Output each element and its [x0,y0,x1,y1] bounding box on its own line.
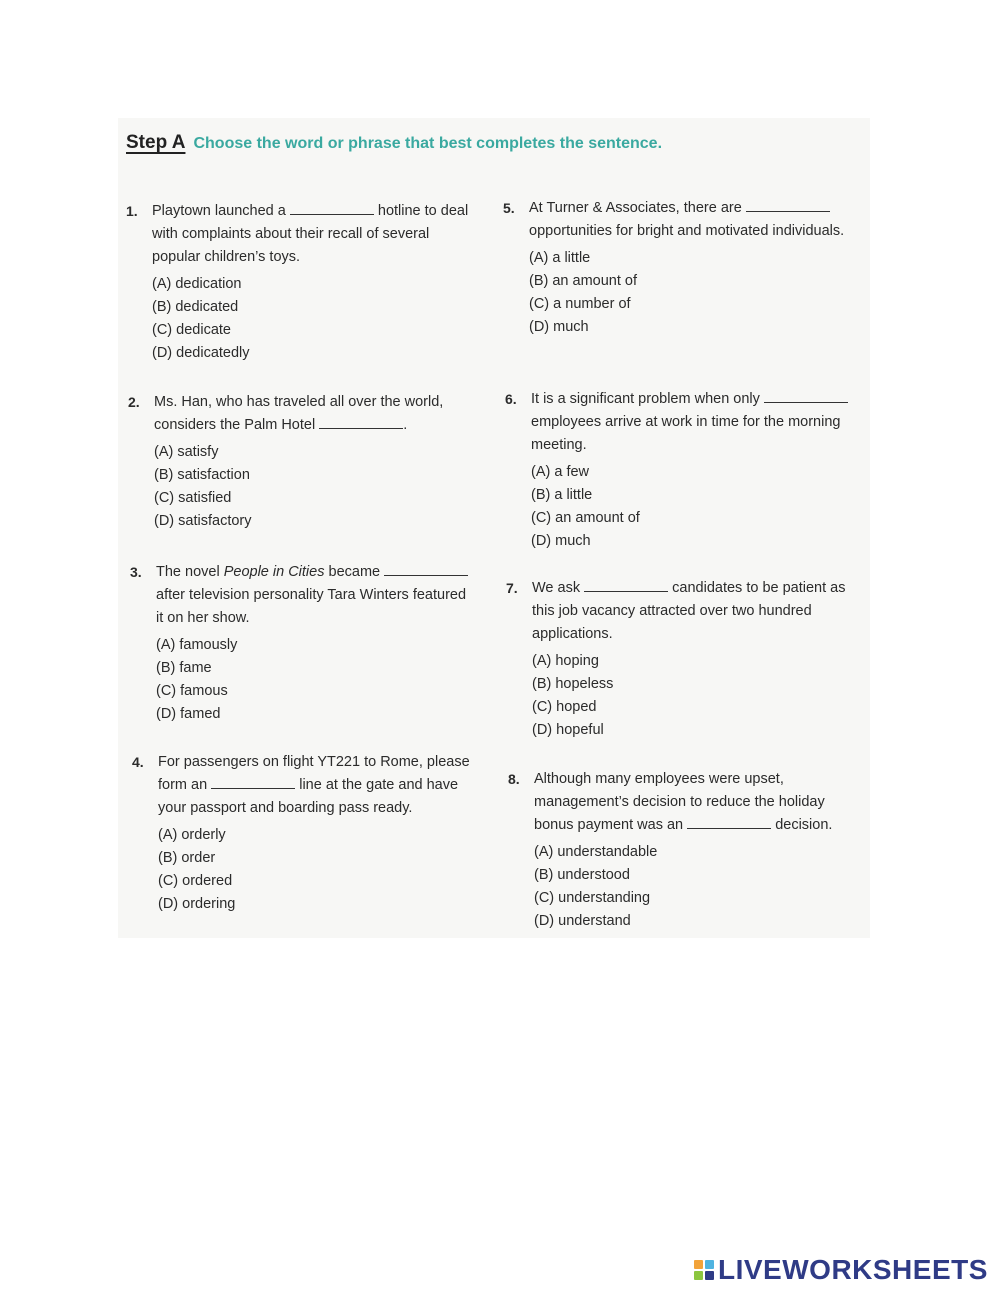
option-a[interactable]: (A) a few [531,464,590,480]
answer-blank[interactable] [384,563,468,576]
question-text: Playtown launched a hotline to deal with complaints about their recall of several popular children’s toys. [152,203,469,265]
option-d[interactable]: (D) dedicatedly [152,345,250,361]
question-6 [505,388,850,553]
question-text: We ask candidates to be patient as this job vacancy attracted over two hundred applications. [532,580,846,642]
options-list [529,247,848,339]
option-a[interactable]: (A) hoping [532,653,599,669]
question-number: 2. [128,394,140,410]
question-number: 8. [508,771,520,787]
question-text: The novel People in Cities became after television personality Tara Winters featured it on her show. [156,561,475,630]
option-c[interactable]: (C) famous [156,683,228,699]
question-text: At Turner & Associates, there are opportunities for bright and motivated individuals. [529,200,845,239]
option-a[interactable]: (A) famously [156,637,238,653]
option-b[interactable]: (B) satisfaction [154,467,250,483]
question-3 [130,561,475,726]
option-d[interactable]: (D) satisfactory [154,513,252,529]
question-2 [128,391,473,533]
question-1 [126,200,471,365]
question-text: Although many employees were upset, management’s decision to reduce the holiday bonus payment was an decision. [534,771,833,833]
option-d[interactable]: (D) understand [534,913,631,929]
option-b[interactable]: (B) order [158,850,216,866]
options-list [532,650,851,742]
logo-square [694,1260,703,1269]
answer-blank[interactable] [764,390,848,403]
option-b[interactable]: (B) a little [531,487,593,503]
option-c[interactable]: (C) understanding [534,890,651,906]
options-list [152,273,471,365]
question-text: Ms. Han, who has traveled all over the world, considers the Palm Hotel . [154,394,444,433]
step-label: Step A [126,132,186,153]
options-list [158,824,477,916]
options-list [156,634,475,726]
option-d[interactable]: (D) much [531,533,591,549]
option-d[interactable]: (D) hopeful [532,722,604,738]
step-header [126,132,662,154]
liveworksheets-logo[interactable] [694,1254,988,1286]
answer-blank[interactable] [746,199,830,212]
answer-blank[interactable] [319,416,403,429]
options-list [154,441,473,533]
option-d[interactable]: (D) ordering [158,896,236,912]
option-d[interactable]: (D) famed [156,706,221,722]
option-a[interactable]: (A) understandable [534,844,658,860]
logo-square [694,1271,703,1280]
logo-square [705,1271,714,1280]
question-8 [508,768,853,933]
question-7 [506,577,851,742]
question-text: It is a significant problem when only employees arrive at work in time for the morning meeting. [531,388,850,457]
logo-mark-icon [694,1260,714,1280]
option-a[interactable]: (A) a little [529,250,591,266]
option-a[interactable]: (A) satisfy [154,444,219,460]
option-b[interactable]: (B) dedicated [152,299,239,315]
options-list [531,461,850,553]
brand-name: LIVEWORKSHEETS [718,1254,988,1285]
question-number: 4. [132,754,144,770]
question-number: 3. [130,564,142,580]
option-d[interactable]: (D) much [529,319,589,335]
answer-blank[interactable] [584,579,668,592]
option-c[interactable]: (C) dedicate [152,322,231,338]
book-title: People in Cities [223,564,325,580]
answer-blank[interactable] [290,202,374,215]
question-text: For passengers on flight YT221 to Rome, please form an line at the gate and have your passport and boarding pass ready. [158,754,470,816]
options-list [534,841,853,933]
option-a[interactable]: (A) dedication [152,276,242,292]
question-number: 6. [505,391,517,407]
question-4 [132,751,477,916]
option-c[interactable]: (C) an amount of [531,510,640,526]
option-b[interactable]: (B) fame [156,660,212,676]
answer-blank[interactable] [687,816,771,829]
option-c[interactable]: (C) satisfied [154,490,232,506]
option-b[interactable]: (B) understood [534,867,630,883]
question-number: 7. [506,580,518,596]
question-5 [503,197,848,339]
question-number: 5. [503,200,515,216]
logo-square [705,1260,714,1269]
option-c[interactable]: (C) ordered [158,873,233,889]
option-b[interactable]: (B) an amount of [529,273,637,289]
question-number: 1. [126,203,138,219]
option-b[interactable]: (B) hopeless [532,676,614,692]
step-instruction: Choose the word or phrase that best completes the sentence. [193,135,663,152]
option-c[interactable]: (C) hoped [532,699,597,715]
option-c[interactable]: (C) a number of [529,296,631,312]
answer-blank[interactable] [211,776,295,789]
option-a[interactable]: (A) orderly [158,827,226,843]
